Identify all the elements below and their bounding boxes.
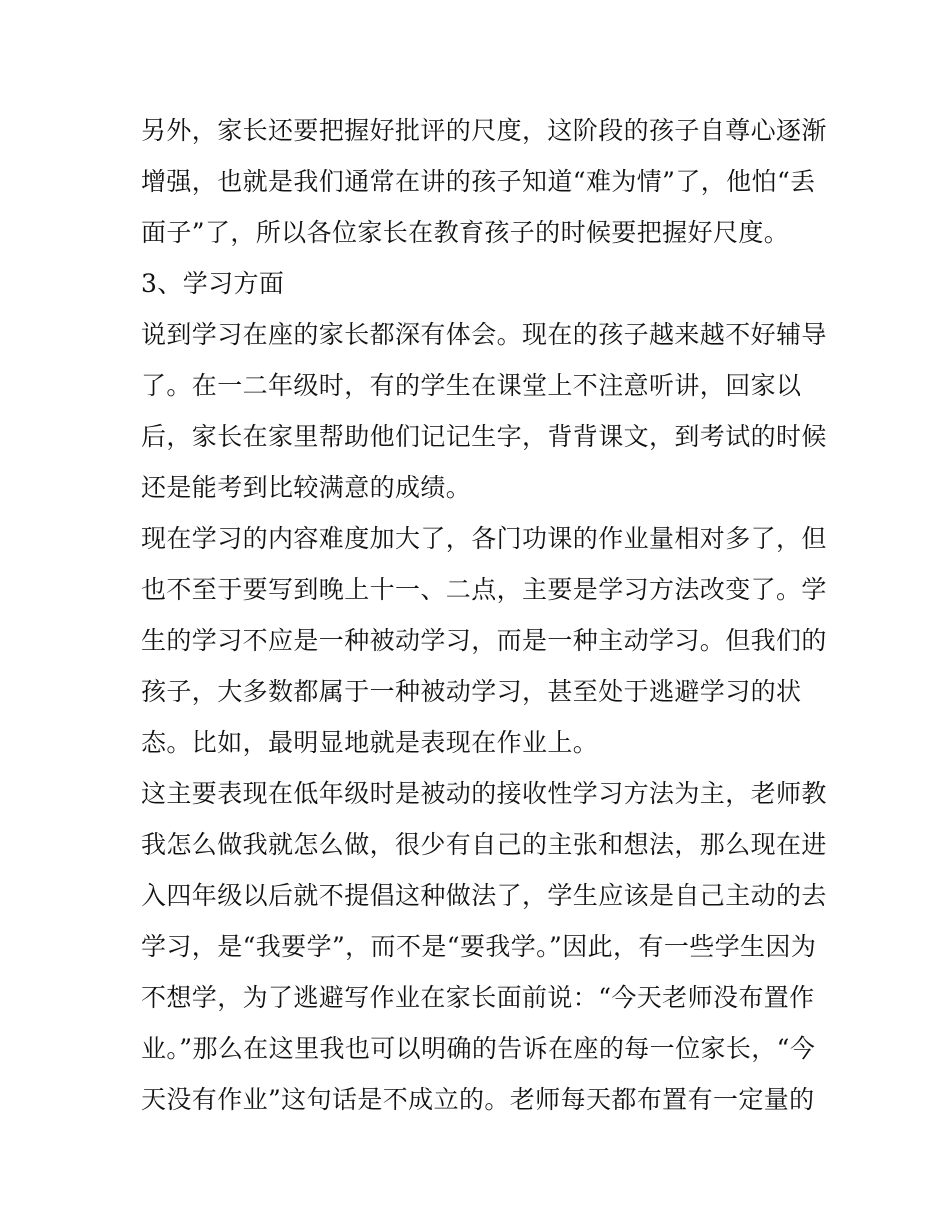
text-line: 现在学习的内容难度加大了，各门功课的作业量相对多了，但 [141,524,827,553]
text-line: 另外，家长还要把握好批评的尺度，这阶段的孩子自尊心逐渐 [141,116,827,145]
text-line: 也不至于要写到晚上十一、二点，主要是学习方法改变了。学 [141,575,827,604]
text-line: 还是能考到比较满意的成绩。 [141,473,472,502]
text-line: 面子”了，所以各位家长在教育孩子的时候要把握好尺度。 [141,218,790,247]
text-line: 生的学习不应是一种被动学习，而是一种主动学习。但我们的 [141,626,827,655]
body-text [141,105,827,1125]
text-line: 不想学，为了逃避写作业在家长面前说：“今天老师没布置作 [141,983,815,1012]
text-line: 了。在一二年级时，有的学生在课堂上不注意听讲，回家以 [141,371,802,400]
text-line: 天没有作业”这句话是不成立的。老师每天都布置有一定量的 [141,1085,815,1114]
section-heading: 3、学习方面 [141,269,285,298]
text-line: 说到学习在座的家长都深有体会。现在的孩子越来越不好辅导 [141,320,827,349]
text-line: 增强，也就是我们通常在讲的孩子知道“难为情”了，他怕“丢 [141,167,816,196]
text-line: 这主要表现在低年级时是被动的接收性学习方法为主，老师教 [141,779,827,808]
text-line: 我怎么做我就怎么做，很少有自己的主张和想法，那么现在进 [141,830,827,859]
text-line: 孩子，大多数都属于一种被动学习，甚至处于逃避学习的状 [141,677,802,706]
text-line: 业。”那么在这里我也可以明确的告诉在座的每一位家长，“今 [141,1034,816,1063]
text-line: 入四年级以后就不提倡这种做法了，学生应该是自己主动的去 [141,881,827,910]
text-line: 态。比如，最明显地就是表现在作业上。 [141,728,599,757]
text-line: 后，家长在家里帮助他们记记生字，背背课文，到考试的时候 [141,422,827,451]
text-line: 学习，是“我要学”，而不是“要我学。”因此，有一些学生因为 [141,932,817,961]
